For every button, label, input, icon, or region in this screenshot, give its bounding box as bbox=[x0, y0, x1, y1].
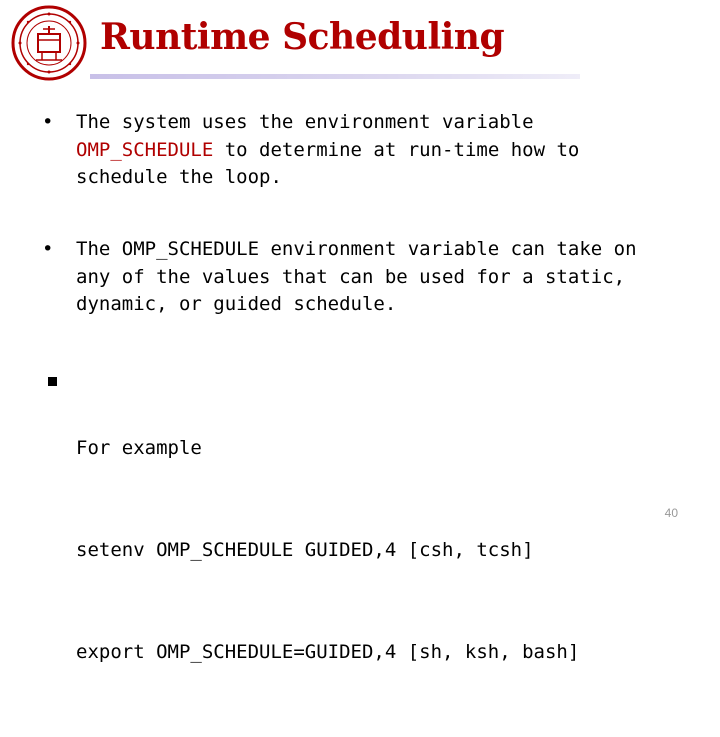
bullet-text-lead: The system uses the environment variable bbox=[76, 111, 534, 133]
code-line-sh: export OMP_SCHEDULE=GUIDED,4 [sh, ksh, bash] bbox=[76, 641, 580, 663]
slide-title: Runtime Scheduling bbox=[100, 16, 505, 58]
bullet-text-tail: to determine at run-time how to schedule the loop. bbox=[76, 138, 580, 188]
bullet-item-1 bbox=[42, 109, 682, 192]
bullet-content bbox=[76, 363, 682, 737]
code-line-csh: setenv OMP_SCHEDULE GUIDED,4 [csh, tcsh] bbox=[76, 539, 534, 561]
bullet-item-2 bbox=[42, 236, 682, 319]
page-number: 40 bbox=[664, 506, 678, 520]
env-var-highlight: OMP_SCHEDULE bbox=[76, 138, 214, 161]
bullet-marker: • bbox=[42, 111, 54, 133]
bullet-text: For example bbox=[76, 437, 202, 459]
title-divider bbox=[90, 74, 580, 79]
bullet-text bbox=[76, 109, 682, 192]
bullet-text: The OMP_SCHEDULE environment variable can take on any of the values that can be used for a static, dynamic, or guided schedule. bbox=[76, 238, 637, 315]
bullet-item-3 bbox=[42, 363, 682, 737]
bullet-marker: • bbox=[42, 238, 54, 260]
square-bullet-icon bbox=[42, 363, 74, 397]
university-seal-icon bbox=[8, 4, 90, 82]
